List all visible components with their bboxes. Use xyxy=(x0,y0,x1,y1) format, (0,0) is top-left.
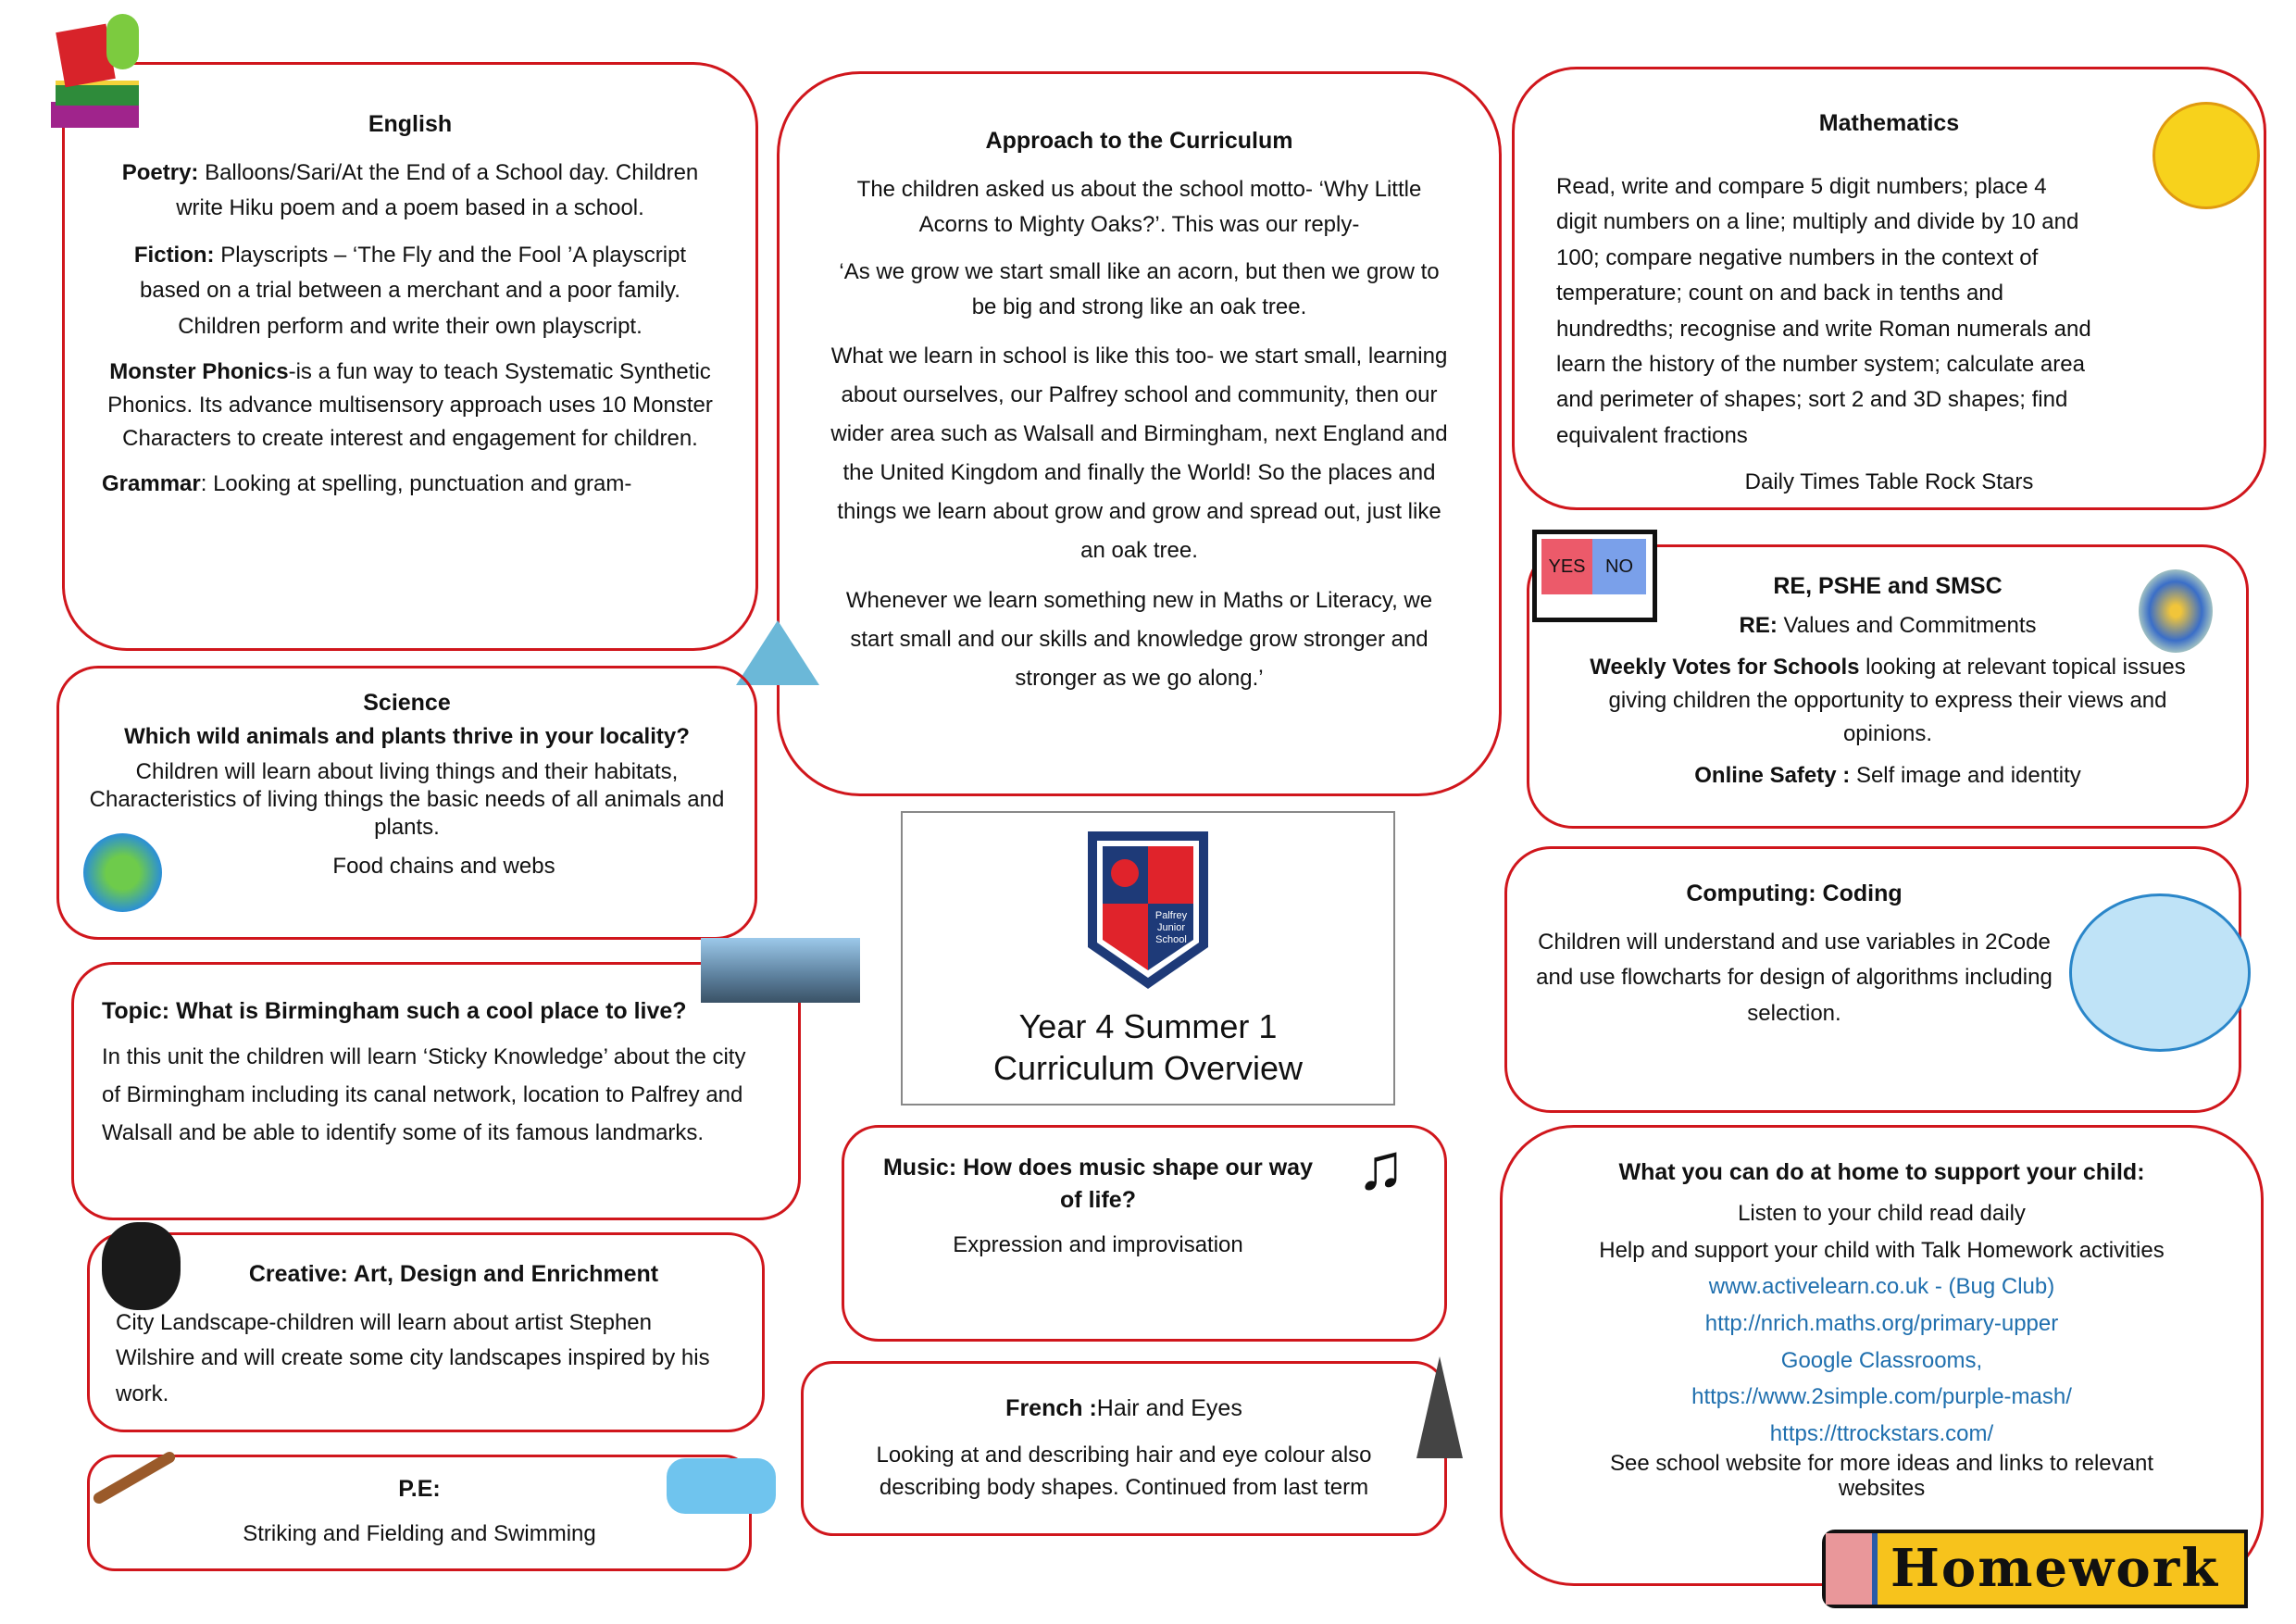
pyramid-icon xyxy=(736,620,819,685)
phonics-text: -is a fun way to teach Systematic Synthetic Phonics. Its advance multisensory approach uses 10 Monster Characters to create interest and engagement for children. xyxy=(107,358,713,451)
re-label: RE: xyxy=(1739,613,1778,638)
topic-body: In this unit the children will learn ‘Sticky Knowledge’ about the city of Birmingham including its canal network, location to Palfrey and Walsall and be able to identify some of its famous landmarks. xyxy=(102,1044,746,1145)
overview-title-line2: Curriculum Overview xyxy=(992,1049,1304,1087)
school-name: Palfrey Junior School xyxy=(1154,910,1188,946)
english-title: English xyxy=(368,111,453,137)
science-body: Children will learn about living things and their habitats, Characteristics of living things the basic needs of all animals and plants. xyxy=(89,759,725,841)
overview-title-line1: Year 4 Summer 1 xyxy=(1018,1007,1278,1045)
yes-label: YES xyxy=(1541,539,1592,594)
no-label: NO xyxy=(1592,539,1646,594)
topic-title: Topic: What is Birmingham such a cool place to live? xyxy=(102,998,687,1024)
purple-mash-link[interactable]: https://www.2simple.com/purple-mash/ xyxy=(1691,1384,2072,1410)
ttrockstars-link[interactable]: https://ttrockstars.com/ xyxy=(1769,1420,1994,1446)
smiley-numbers-icon xyxy=(2152,102,2260,209)
topic-panel xyxy=(71,962,801,1220)
votes-text: looking at relevant topical issues giving children the opportunity to express their views and opinions. xyxy=(1608,655,2186,747)
home-line: Help and support your child with Talk Homework activities xyxy=(1599,1237,2165,1263)
activelearn-link[interactable]: www.activelearn.co.uk - (Bug Club) xyxy=(1708,1274,2055,1300)
google-classrooms-link[interactable]: Google Classrooms, xyxy=(1780,1347,1983,1373)
approach-panel xyxy=(777,71,1502,796)
maths-extra: Daily Times Table Rock Stars xyxy=(1744,469,2034,495)
pe-title: P.E: xyxy=(398,1476,441,1502)
fiction-text: Playscripts – ‘The Fly and the Fool ’A playscript based on a trial between a merchant and a poor family. Children perform and write their own playscript. xyxy=(140,242,687,339)
grammar-text: : Looking at spelling, punctuation and gram- xyxy=(200,470,632,496)
homework-label: Homework xyxy=(1890,1538,2220,1599)
home-support-panel xyxy=(1500,1125,2264,1586)
penguin-artist-icon xyxy=(102,1222,181,1310)
vote-monitor-icon xyxy=(1532,530,1657,622)
phonics-label: Monster Phonics xyxy=(109,358,289,384)
school-crest-logo xyxy=(1088,831,1208,989)
science-title: Science xyxy=(363,690,451,716)
french-title: Hair and Eyes xyxy=(1096,1395,1242,1421)
creative-body: City Landscape-children will learn about artist Stephen Wilshire and will create some city landscapes inspired by his work. xyxy=(116,1310,710,1406)
nrich-link[interactable]: http://nrich.maths.org/primary-upper xyxy=(1704,1311,2059,1337)
approach-paragraph: Whenever we learn something new in Maths or Literacy, we start small and our skills and knowledge grow stronger and stronger as we go along.’ xyxy=(845,587,1433,691)
approach-paragraph: The children asked us about the school motto- ‘Why Little Acorns to Mighty Oaks?’. This was our reply- xyxy=(856,177,1422,238)
re-title: RE, PSHE and SMSC xyxy=(1773,573,2003,599)
maths-body: Read, write and compare 5 digit numbers; place 4 digit numbers on a line; multiply and divide by 10 and 100; compare negative numbers in the context of temperature; count on and back in tenths and hundredths; recognise and write Roman numerals and learn the history of the number system; calculate area and perimeter of shapes; sort 2 and 3D shapes; find equivalent fractions xyxy=(1556,174,2091,448)
approach-title: Approach to the Curriculum xyxy=(985,128,1293,154)
title-card xyxy=(901,811,1395,1106)
votes-label: Weekly Votes for Schools xyxy=(1590,655,1860,681)
science-panel xyxy=(56,666,757,940)
music-title: Music: How does music shape our way of life? xyxy=(882,1155,1313,1213)
approach-paragraph: ‘As we grow we start small like an acorn, but then we grow to be big and strong like an oak tree. xyxy=(839,258,1440,320)
computing-body: Children will understand and use variables in 2Code and use flowcharts for design of algorithms including selection. xyxy=(1536,930,2053,1026)
maths-title: Mathematics xyxy=(1818,110,1960,136)
music-body: Expression and improvisation xyxy=(953,1232,1243,1257)
pe-panel xyxy=(87,1455,752,1571)
fiction-label: Fiction: xyxy=(133,242,215,268)
approach-paragraph: What we learn in school is like this too- we start small, learning about ourselves, our Palfrey school and community, then our wider area such as Walsall and Birmingham, next England and the United Kingdom and finally the World! So the places and things we learn about grow and grow and spread out, just like an oak tree. xyxy=(830,343,1448,563)
creative-title: Creative: Art, Design and Enrichment xyxy=(248,1261,659,1287)
creative-panel xyxy=(87,1232,765,1432)
safety-text: Self image and identity xyxy=(1850,763,2081,789)
stay-smart-online-icon xyxy=(2069,893,2251,1052)
french-label: French : xyxy=(1005,1395,1097,1421)
french-body: Looking at and describing hair and eye colour also describing body shapes. Continued from last term xyxy=(876,1443,1372,1500)
re-text: Values and Commitments xyxy=(1777,613,2037,638)
homework-pencil-badge xyxy=(1822,1530,2248,1608)
eiffel-tower-icon xyxy=(1416,1356,1463,1458)
books-icon xyxy=(51,14,144,130)
french-panel xyxy=(801,1361,1447,1536)
english-panel xyxy=(62,62,758,651)
world-religions-icon xyxy=(2139,569,2213,653)
grammar-label: Grammar xyxy=(102,470,201,496)
home-line: Listen to your child read daily xyxy=(1738,1201,2026,1227)
poetry-text: Balloons/Sari/At the End of a School day. Children write Hiku poem and a poem based in a school. xyxy=(176,160,699,221)
computing-title: Computing: Coding xyxy=(1686,881,1903,906)
science-question: Which wild animals and plants thrive in your locality? xyxy=(124,724,690,750)
birmingham-skyline-image xyxy=(701,938,860,1003)
safety-label: Online Safety : xyxy=(1694,763,1851,789)
swimmer-icon xyxy=(667,1458,776,1514)
home-title: What you can do at home to support your child: xyxy=(1618,1159,2145,1185)
maths-panel xyxy=(1512,67,2266,510)
poetry-label: Poetry: xyxy=(121,160,199,185)
science-extra: Food chains and webs xyxy=(332,854,555,880)
pe-body: Striking and Fielding and Swimming xyxy=(243,1521,596,1546)
globe-icon xyxy=(83,833,162,912)
home-footer: See school website for more ideas and links to relevant websites xyxy=(1610,1451,2153,1501)
music-notes-icon: ♫ xyxy=(1356,1131,1405,1203)
